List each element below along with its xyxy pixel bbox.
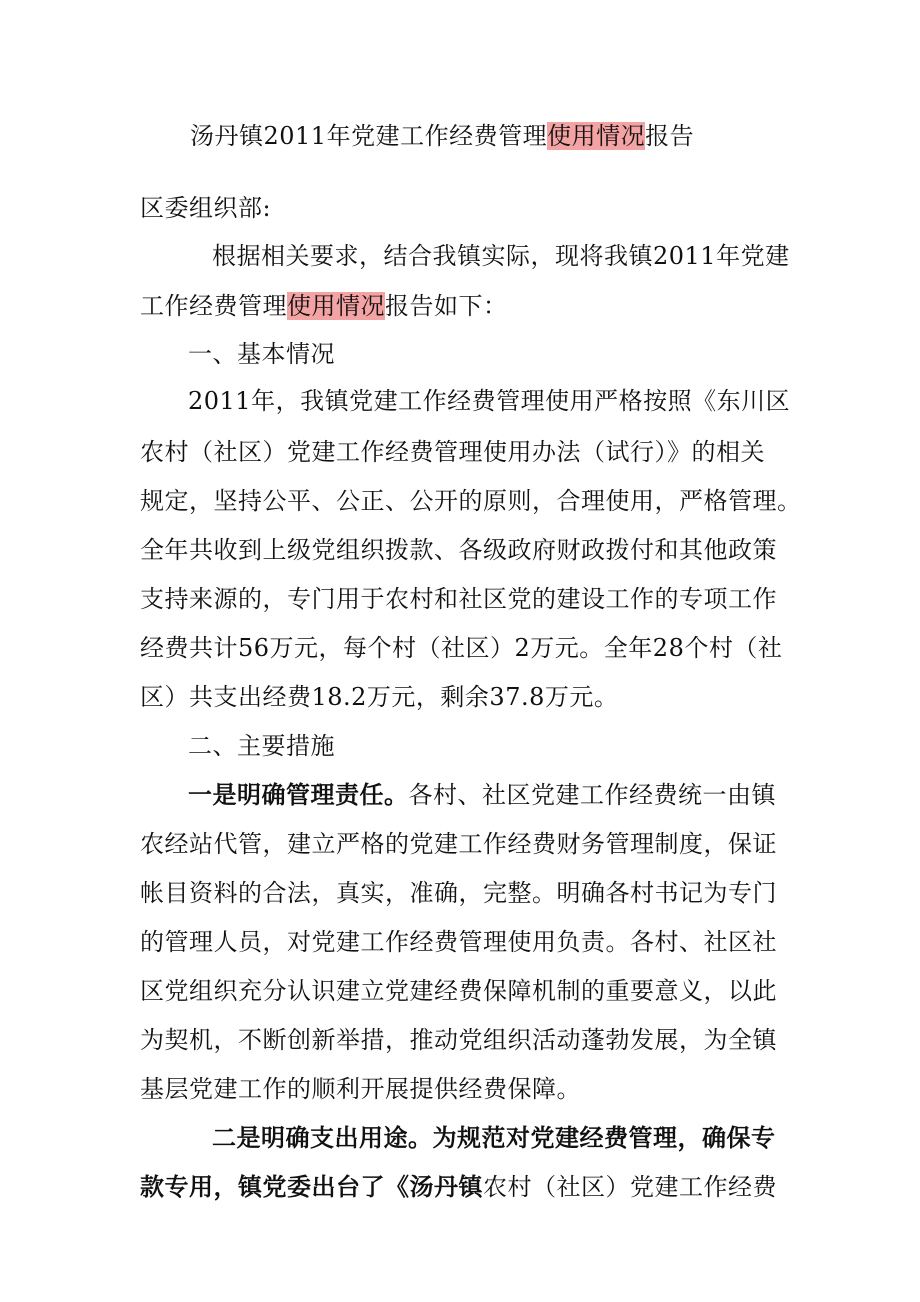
salutation: 区委组织部: [140, 194, 272, 222]
section2-p1-line-5: 区党组织充分认识建立党建经费保障机制的重要意义，以此 [140, 977, 777, 1005]
document-title [190, 120, 694, 152]
intro-text: 工作经费管理 [140, 292, 287, 320]
section1-line-1: 2011年，我镇党建工作经费管理使用严格按照《东川区 [188, 387, 791, 415]
section2-p2-line-1: 二是明确支出用途。为规范对党建经费管理，确保专 [212, 1123, 776, 1152]
intro-line-1: 根据相关要求，结合我镇实际，现将我镇2011年党建 [212, 242, 790, 270]
p2-text: 农村（社区）党建工作经费 [483, 1173, 777, 1201]
title-highlight: 使用情况 [547, 122, 646, 150]
section2-p1-line-2: 农经站代管，建立严格的党建工作经费财务管理制度，保证 [140, 830, 777, 858]
p1-lead: 一是明确管理责任。 [188, 780, 409, 809]
intro-highlight: 使用情况 [287, 292, 385, 320]
section1-line-4: 全年共收到上级党组织拨款、各级政府财政拨付和其他政策 [140, 536, 777, 564]
section1-line-3: 规定，坚持公平、公正、公开的原则，合理使用，严格管理。 [140, 487, 802, 515]
section2-p2-line-2 [140, 1171, 777, 1203]
section1-line-5: 支持来源的，专门用于农村和社区党的建设工作的专项工作 [140, 585, 777, 613]
p2-lead: 款专用，镇党委出台了《汤丹镇 [140, 1172, 483, 1201]
section1-heading: 一、基本情况 [188, 340, 335, 368]
intro-line-2 [140, 290, 508, 322]
section2-heading: 二、主要措施 [188, 732, 335, 760]
section1-line-7: 区）共支出经费18.2万元，剩余37.8万元。 [140, 683, 619, 711]
title-text-end: 报告 [645, 122, 695, 150]
section1-line-6: 经费共计56万元，每个村（社区）2万元。全年28个村（社 [140, 634, 783, 662]
section2-p1-line-7: 基层党建工作的顺利开展提供经费保障。 [140, 1075, 581, 1103]
title-text: 汤丹镇2011年党建工作经费管理 [190, 122, 548, 150]
section2-p1-line-1 [188, 779, 776, 811]
section2-p1-line-3: 帐目资料的合法，真实，准确，完整。明确各村书记为专门 [140, 879, 777, 907]
section1-line-2: 农村（社区）党建工作经费管理使用办法（试行）》的相关 [140, 438, 765, 466]
p1-text: 各村、社区党建工作经费统一由镇 [408, 781, 776, 809]
intro-text-end: 报告如下： [385, 292, 508, 320]
section2-p1-line-4: 的管理人员，对党建工作经费管理使用负责。各村、社区社 [140, 928, 777, 956]
section2-p1-line-6: 为契机，不断创新举措，推动党组织活动蓬勃发展，为全镇 [140, 1026, 777, 1054]
